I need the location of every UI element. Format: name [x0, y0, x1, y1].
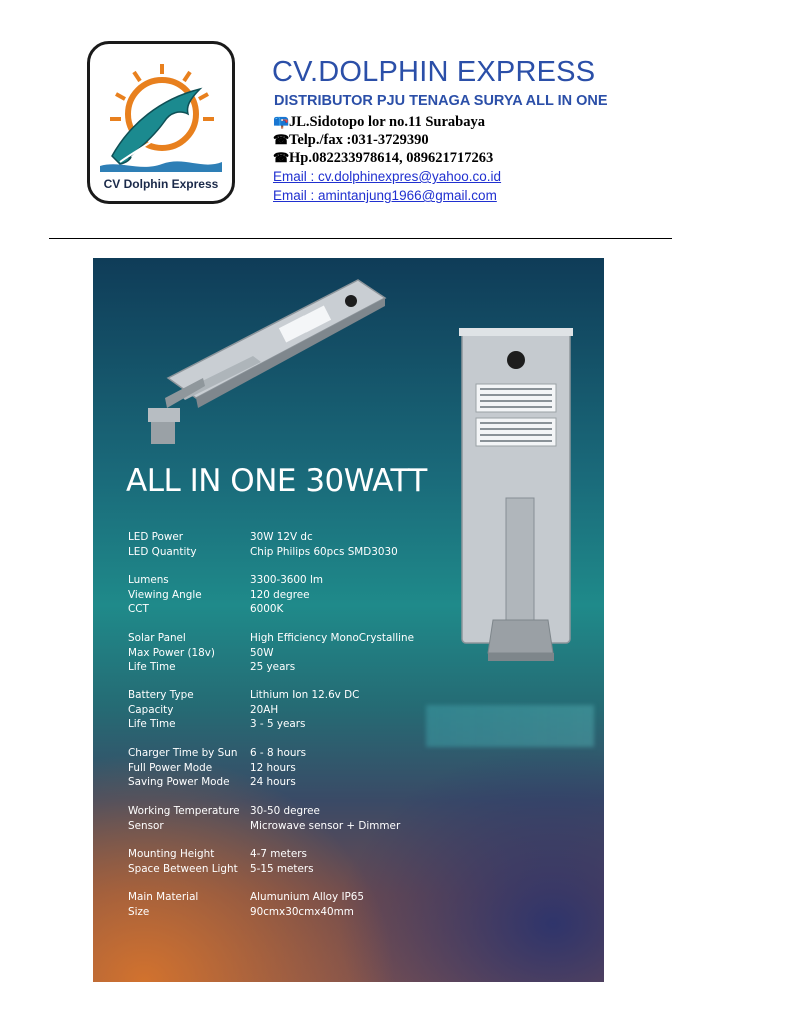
hp-text: Hp.082233978614, 089621717263	[289, 150, 494, 166]
email-link-1[interactable]: Email : cv.dolphinexpres@yahoo.co.id	[273, 169, 502, 184]
spec-value: 90cmx30cmx40mm	[250, 905, 354, 918]
spec-label: Viewing Angle	[128, 588, 202, 601]
spec-label: Sensor	[128, 819, 164, 832]
blur-patch	[426, 705, 594, 747]
angled-lamp-icon	[148, 280, 385, 444]
address-line	[273, 114, 485, 131]
product-poster	[93, 258, 604, 982]
spec-value: Microwave sensor + Dimmer	[250, 819, 401, 832]
mailbox-icon: 📪	[273, 114, 290, 129]
spec-label: Full Power Mode	[128, 761, 213, 774]
email-link-2[interactable]: Email : amintanjung1966@gmail.com	[273, 188, 497, 203]
spec-label: Lumens	[128, 574, 169, 586]
spec-value: 12 hours	[250, 761, 296, 774]
spec-value: 120 degree	[250, 588, 310, 601]
telp-text: Telp./fax :031-3729390	[289, 132, 429, 148]
spec-value: 3 - 5 years	[250, 718, 306, 730]
spec-label: Mounting Height	[128, 848, 215, 860]
spec-label: LED Quantity	[128, 545, 197, 558]
spec-value: 30-50 degree	[250, 805, 320, 817]
spec-value: 6 - 8 hours	[250, 747, 307, 759]
spec-label: Working Temperature	[128, 805, 240, 817]
spec-value: 3300-3600 lm	[250, 574, 323, 586]
spec-value: Alumunium Alloy IP65	[250, 891, 365, 903]
upright-lamp-icon	[459, 328, 573, 661]
phone-icon: ☎	[273, 150, 290, 165]
spec-value: High Efficiency MonoCrystalline	[250, 632, 414, 644]
spec-label: Saving Power Mode	[128, 776, 230, 788]
spec-label: Main Material	[128, 891, 199, 903]
spec-value: 4-7 meters	[250, 848, 307, 860]
address-text: JL.Sidotopo lor no.11 Surabaya	[289, 114, 485, 130]
spec-value: 24 hours	[250, 776, 296, 788]
company-logo	[87, 41, 235, 204]
spec-label: Size	[128, 905, 150, 918]
spec-label: Life Time	[128, 718, 176, 730]
spec-value: Chip Philips 60pcs SMD3030	[250, 545, 398, 558]
spec-label: Space Between Light	[128, 862, 238, 875]
phone-icon: ☎	[273, 132, 290, 147]
company-name: CV.DOLPHIN EXPRESS	[272, 56, 596, 88]
spec-label: Max Power (18v)	[128, 646, 215, 659]
poster-title: ALL IN ONE 30WATT	[126, 463, 427, 499]
company-tagline: DISTRIBUTOR PJU TENAGA SURYA ALL IN ONE	[274, 93, 608, 109]
telp-line	[273, 132, 429, 149]
spec-value: 30W 12V dc	[250, 531, 313, 543]
spec-value: 20AH	[250, 703, 279, 716]
spec-value: 5-15 meters	[250, 862, 314, 875]
spec-label: Solar Panel	[128, 632, 186, 644]
spec-value: 50W	[250, 646, 274, 659]
hp-line	[273, 150, 493, 167]
header-divider	[49, 238, 672, 239]
spec-label: Life Time	[128, 661, 176, 673]
spec-value: 6000K	[250, 603, 284, 615]
spec-label: Charger Time by Sun	[128, 747, 238, 759]
spec-value: Lithium Ion 12.6v DC	[250, 689, 360, 701]
spec-label: Capacity	[128, 703, 174, 716]
logo-label: CV Dolphin Express	[103, 177, 219, 191]
spec-label: LED Power	[128, 531, 184, 543]
spec-label: Battery Type	[128, 689, 194, 701]
spec-label: CCT	[128, 603, 149, 615]
spec-value: 25 years	[250, 661, 296, 673]
